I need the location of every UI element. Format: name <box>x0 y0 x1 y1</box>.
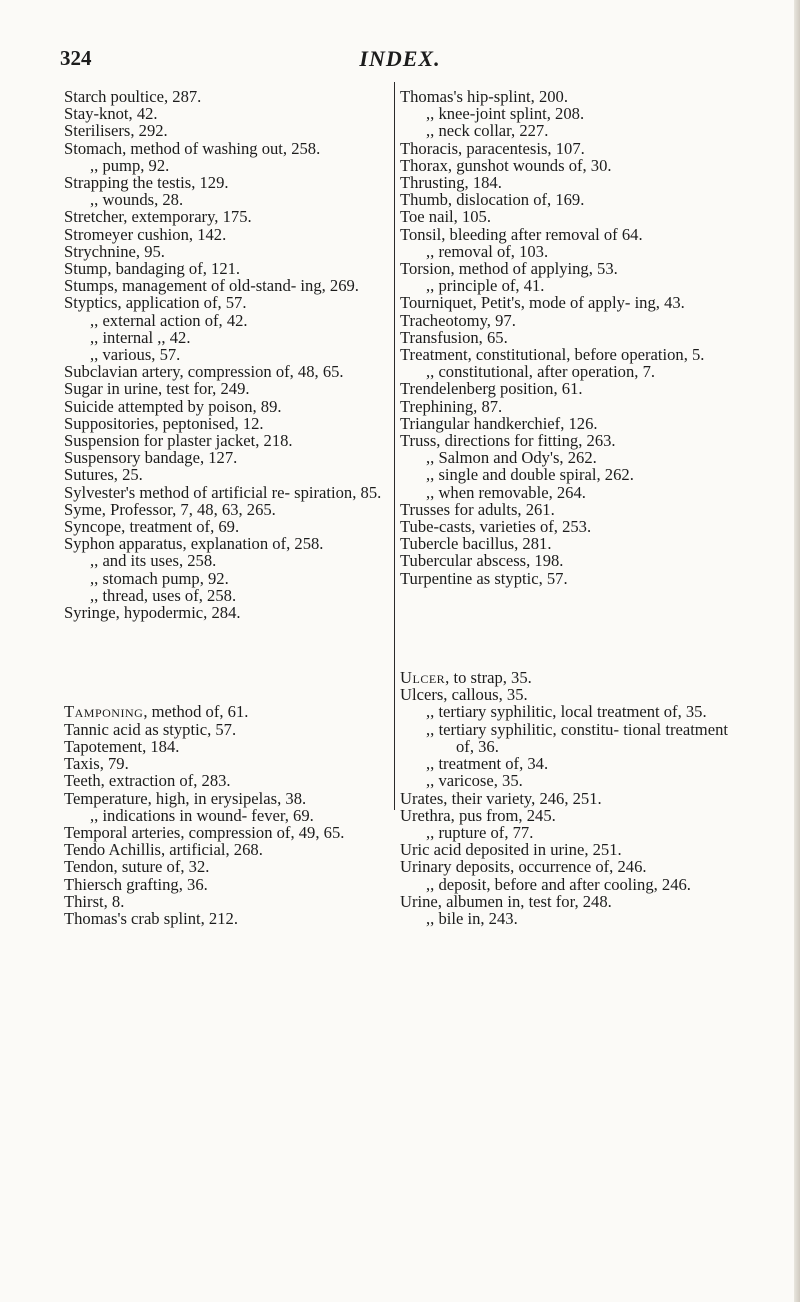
index-entry: Tonsil, bleeding after removal of 64. <box>400 224 643 244</box>
index-entry: Tendo Achillis, artificial, 268. <box>64 840 263 860</box>
index-entry: Syringe, hypodermic, 284. <box>64 603 241 623</box>
index-entry: Thoracis, paracentesis, 107. <box>400 138 585 158</box>
section-headword: Ulcer <box>400 668 446 688</box>
index-entry: Tapotement, 184. <box>64 736 180 756</box>
index-entry: Taxis, 79. <box>64 754 129 774</box>
index-entry: Ulcers, callous, 35. <box>400 685 528 705</box>
index-entry: Temporal arteries, compression of, 49, 65. <box>64 822 345 842</box>
index-entry: Suppositories, peptonised, 12. <box>64 413 264 433</box>
index-entry: Syncope, treatment of, 69. <box>64 517 240 537</box>
index-subentry: ,, knee-joint splint, 208. <box>426 104 585 124</box>
index-entry: Syphon apparatus, explanation of, 258. <box>64 534 324 554</box>
index-entry: Tannic acid as styptic, 57. <box>64 719 237 739</box>
index-subentry: ,, thread, uses of, 258. <box>90 585 237 605</box>
index-entry: Urinary deposits, occurrence of, 246. <box>400 857 647 877</box>
index-entry: Urates, their variety, 246, 251. <box>400 788 602 808</box>
index-entry: Suspension for plaster jacket, 218. <box>64 431 293 451</box>
index-subentry: ,, indications in wound- fever, 69. <box>90 805 314 825</box>
section-headword: Tamponing <box>64 702 144 722</box>
index-entry: Suicide attempted by poison, 89. <box>64 396 282 416</box>
index-subentry: ,, neck collar, 227. <box>426 121 549 141</box>
index-entry: Syme, Professor, 7, 48, 63, 265. <box>64 499 276 519</box>
index-subentry: ,, various, 57. <box>90 345 181 365</box>
index-subentry: ,, deposit, before and after cooling, 246. <box>426 874 691 894</box>
index-entry: Thorax, gunshot wounds of, 30. <box>400 155 612 175</box>
index-subentry: ,, removal of, 103. <box>426 241 549 261</box>
index-subentry: ,, Salmon and Ody's, 262. <box>426 448 597 468</box>
index-subentry: ,, tertiary syphilitic, constitu- tional treatment of, 36. <box>426 719 728 756</box>
index-entry: Thrusting, 184. <box>400 173 502 193</box>
index-entry: Stump, bandaging of, 121. <box>64 259 241 279</box>
index-entry: Truss, directions for fitting, 263. <box>400 431 616 451</box>
index-entry: Thiersch grafting, 36. <box>64 874 208 894</box>
index-entry: Uric acid deposited in urine, 251. <box>400 840 622 860</box>
index-entry: Ulcer, to strap, 35. <box>400 668 532 688</box>
index-entry: Tendon, suture of, 32. <box>64 857 210 877</box>
index-entry: Turpentine as styptic, 57. <box>400 568 568 588</box>
index-subentry: ,, internal ,, 42. <box>90 327 191 347</box>
index-entry: Toe nail, 105. <box>400 207 492 227</box>
index-entry: Strapping the testis, 129. <box>64 173 229 193</box>
index-entry: Stomach, method of washing out, 258. <box>64 138 321 158</box>
index-entry: Stretcher, extemporary, 175. <box>64 207 252 227</box>
index-entry: Transfusion, 65. <box>400 327 508 347</box>
index-entry: Triangular handkerchief, 126. <box>400 413 598 433</box>
index-entry: Sterilisers, 292. <box>64 121 168 141</box>
index-subentry: ,, when removable, 264. <box>426 482 586 502</box>
index-subentry: ,, constitutional, after operation, 7. <box>426 362 656 382</box>
index-entry: Stay-knot, 42. <box>64 104 158 124</box>
page-number: 324 <box>60 46 92 70</box>
index-subentry: ,, wounds, 28. <box>90 190 184 210</box>
page-edge-shadow <box>794 0 800 1302</box>
column-divider <box>394 82 395 810</box>
index-subentry: ,, pump, 92. <box>90 155 170 175</box>
index-entry: Tracheotomy, 97. <box>400 310 516 330</box>
index-subentry: ,, varicose, 35. <box>426 771 523 791</box>
index-entry: Urine, albumen in, test for, 248. <box>400 891 612 911</box>
page-header <box>0 44 800 78</box>
index-entry: Thomas's hip-splint, 200. <box>400 87 569 106</box>
index-entry: Sylvester's method of artificial re- spiration, 85. <box>64 482 382 502</box>
index-entry: Tubercle bacillus, 281. <box>400 534 552 554</box>
running-title: INDEX. <box>359 46 441 71</box>
index-subentry: ,, stomach pump, 92. <box>90 568 229 588</box>
index-column-left <box>64 88 388 927</box>
index-entry: Urethra, pus from, 245. <box>400 805 556 825</box>
index-subentry: ,, tertiary syphilitic, local treatment of, 35. <box>426 702 707 722</box>
index-entry: Tubercular abscess, 198. <box>400 551 564 571</box>
index-entry: Treatment, constitutional, before operation, 5. <box>400 345 705 365</box>
index-entry: Styptics, application of, 57. <box>64 293 247 313</box>
index-entry: Tourniquet, Petit's, mode of apply- ing, 43. <box>400 293 685 313</box>
index-subentry: ,, single and double spiral, 262. <box>426 465 634 485</box>
index-entry: Torsion, method of applying, 53. <box>400 259 618 279</box>
index-entry: Suspensory bandage, 127. <box>64 448 238 468</box>
index-entry: Strychnine, 95. <box>64 241 165 261</box>
index-entry: Trephining, 87. <box>400 396 503 416</box>
index-column-right <box>400 88 728 927</box>
index-entry: Sutures, 25. <box>64 465 143 485</box>
index-entry: Stromeyer cushion, 142. <box>64 224 227 244</box>
index-entry: Tube-casts, varieties of, 253. <box>400 517 592 537</box>
index-entry: Teeth, extraction of, 283. <box>64 771 231 791</box>
index-entry: Tamponing, method of, 61. <box>64 702 249 722</box>
section-gap <box>64 638 388 687</box>
index-entry: Thumb, dislocation of, 169. <box>400 190 585 210</box>
index-entry: Starch poultice, 287. <box>64 87 202 106</box>
index-entry: Subclavian artery, compression of, 48, 65. <box>64 362 344 382</box>
index-entry: Thomas's crab splint, 212. <box>64 908 238 928</box>
index-entry: Stumps, management of old-stand- ing, 269. <box>64 276 359 296</box>
index-entry: Temperature, high, in erysipelas, 38. <box>64 788 307 808</box>
index-subentry: ,, principle of, 41. <box>426 276 545 296</box>
index-subentry: ,, rupture of, 77. <box>426 822 534 842</box>
index-entry: Trendelenberg position, 61. <box>400 379 583 399</box>
index-subentry: ,, treatment of, 34. <box>426 754 549 774</box>
index-subentry: ,, and its uses, 258. <box>90 551 217 571</box>
index-subentry: ,, external action of, 42. <box>90 310 248 330</box>
index-entry: Sugar in urine, test for, 249. <box>64 379 250 399</box>
index-entry: Trusses for adults, 261. <box>400 499 555 519</box>
index-entry: Thirst, 8. <box>64 891 125 911</box>
section-gap <box>400 603 728 652</box>
index-subentry: ,, bile in, 243. <box>426 908 518 928</box>
